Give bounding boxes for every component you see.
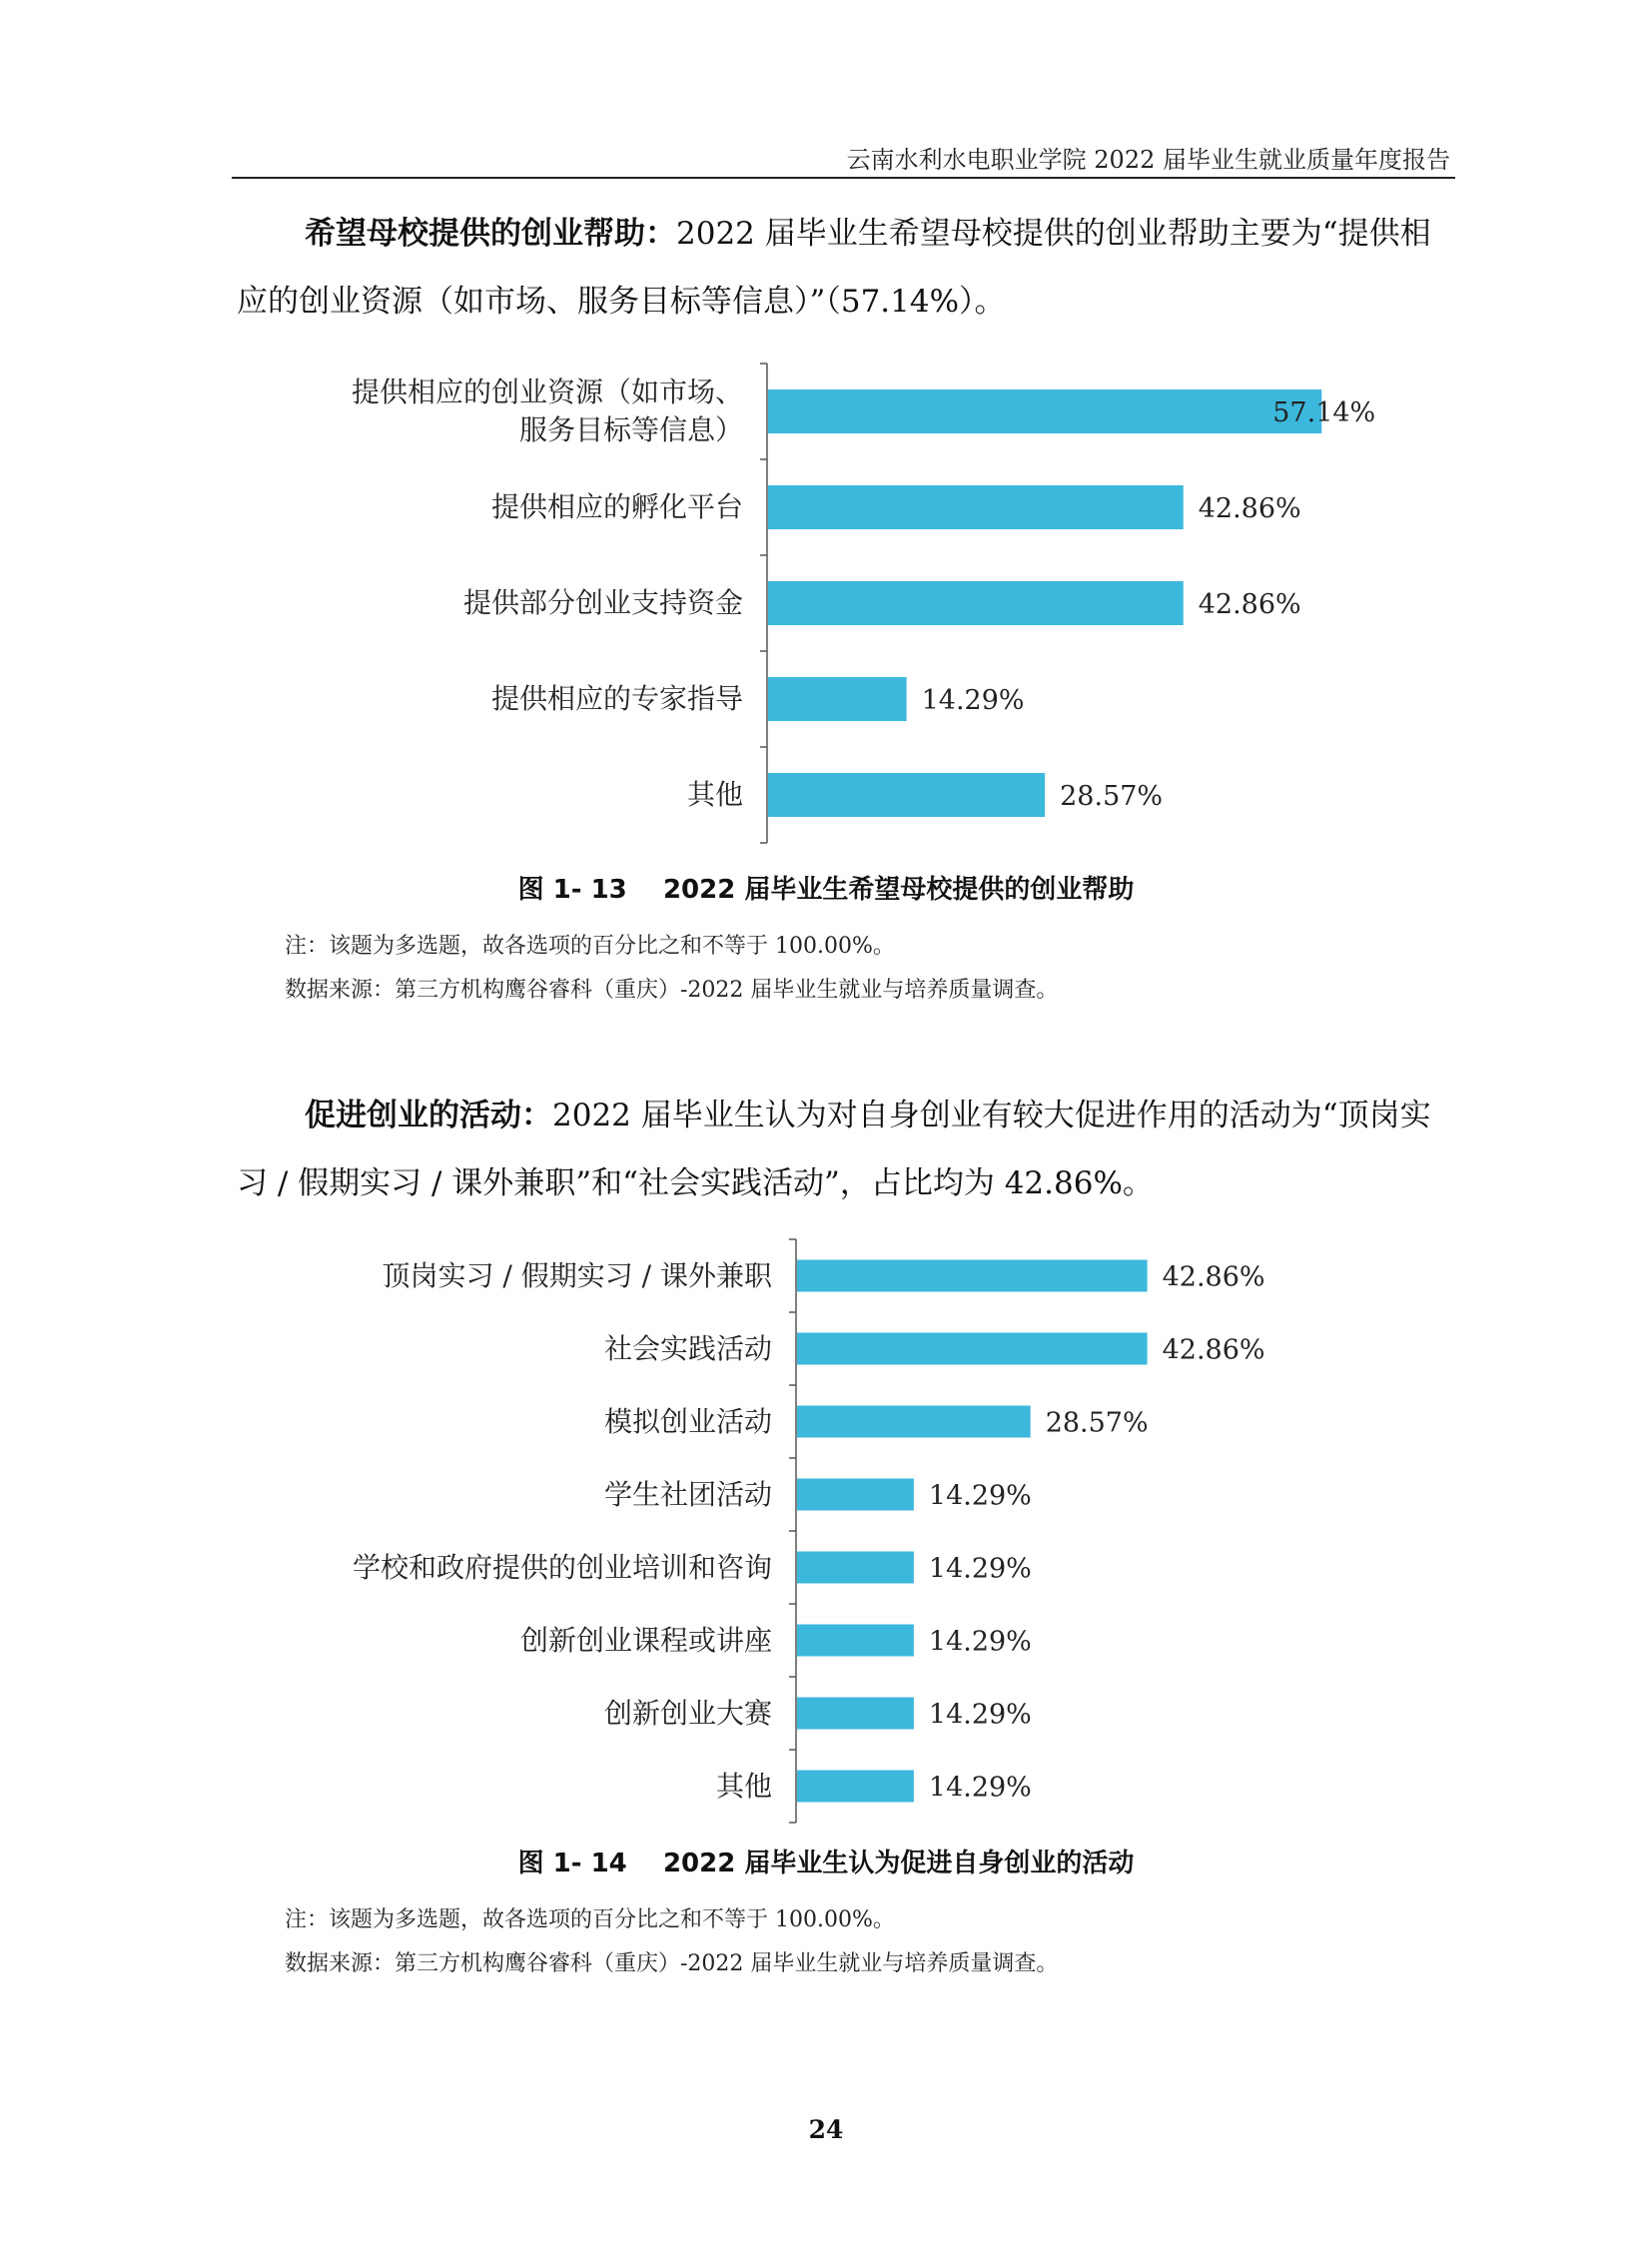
category-label-line: 顶岗实习 / 假期实习 / 课外兼职 xyxy=(382,1258,772,1292)
value-label: 14.29% xyxy=(928,1553,1032,1585)
category-label-line: 提供相应的孵化平台 xyxy=(490,490,743,523)
figure-note-1-13: 注：该题为多选题，故各选项的百分比之和不等于 100.00%。 xyxy=(285,934,895,959)
value-label: 14.29% xyxy=(921,685,1025,716)
bar xyxy=(797,1552,914,1584)
bar xyxy=(797,1406,1031,1438)
category-label-line: 提供部分创业支持资金 xyxy=(462,586,743,619)
value-label: 14.29% xyxy=(928,1626,1032,1658)
bar xyxy=(797,1260,1148,1292)
paragraph-lead: 希望母校提供的创业帮助： xyxy=(305,216,676,252)
category-label-line: 其他 xyxy=(715,1769,772,1803)
category-label-line: 服务目标等信息） xyxy=(518,413,743,446)
paragraph-lead: 促进创业的活动： xyxy=(305,1098,552,1133)
figure-caption-1-14: 图 1- 14 2022 届毕业生认为促进自身创业的活动 xyxy=(517,1849,1135,1878)
paragraph-body: 2022 届毕业生认为对自身创业有较大促进作用的活动为“顶岗实习 / 假期实习 / 课外兼职”和“社会实践活动”，占比均为 42.86%。 xyxy=(237,1098,1431,1201)
figure-note-1-14: 注：该题为多选题，故各选项的百分比之和不等于 100.00%。 xyxy=(285,1907,895,1932)
value-label: 28.57% xyxy=(1045,1407,1149,1439)
running-header: 云南水利水电职业学院 2022 届毕业生就业质量年度报告 xyxy=(846,146,1450,174)
value-label: 42.86% xyxy=(1162,1261,1265,1293)
value-label: 14.29% xyxy=(928,1480,1032,1512)
category-label-line: 提供相应的创业资源（如市场、 xyxy=(351,375,743,408)
value-label: 42.86% xyxy=(1198,493,1301,524)
chart2-ticks xyxy=(789,1239,796,1823)
figure-source-1-13: 数据来源：第三方机构鹰谷睿科（重庆）-2022 届毕业生就业与培养质量调查。 xyxy=(285,978,1059,1003)
value-label: 42.86% xyxy=(1198,589,1301,620)
bar xyxy=(797,1479,914,1511)
category-label-line: 学校和政府提供的创业培训和咨询 xyxy=(352,1550,772,1584)
value-label: 28.57% xyxy=(1060,781,1164,812)
value-label: 14.29% xyxy=(928,1699,1032,1731)
figure-caption-1-13: 图 1- 13 2022 届毕业生希望母校提供的创业帮助 xyxy=(517,875,1135,905)
value-label: 42.86% xyxy=(1162,1334,1265,1366)
page-number: 24 xyxy=(808,2115,844,2144)
value-label: 57.14% xyxy=(1272,397,1376,428)
category-label-line: 其他 xyxy=(686,778,743,811)
category-label-line: 学生社团活动 xyxy=(603,1477,772,1511)
bar xyxy=(797,1333,1148,1365)
category-label-line: 提供相应的专家指导 xyxy=(490,682,743,715)
category-label-line: 模拟创业活动 xyxy=(603,1404,772,1438)
category-label-line: 创新创业大赛 xyxy=(603,1696,772,1730)
paragraph-body: 2022 届毕业生希望母校提供的创业帮助主要为“提供相应的创业资源（如市场、服务目标等信息）”（57.14%）。 xyxy=(237,216,1431,320)
value-label: 14.29% xyxy=(928,1772,1032,1804)
figure-source-1-14: 数据来源：第三方机构鹰谷睿科（重庆）-2022 届毕业生就业与培养质量调查。 xyxy=(285,1951,1059,1976)
category-label-line: 社会实践活动 xyxy=(603,1331,772,1365)
bar xyxy=(797,1625,914,1657)
bar xyxy=(797,1771,914,1803)
category-label-line: 创新创业课程或讲座 xyxy=(519,1623,772,1657)
bar xyxy=(797,1698,914,1730)
